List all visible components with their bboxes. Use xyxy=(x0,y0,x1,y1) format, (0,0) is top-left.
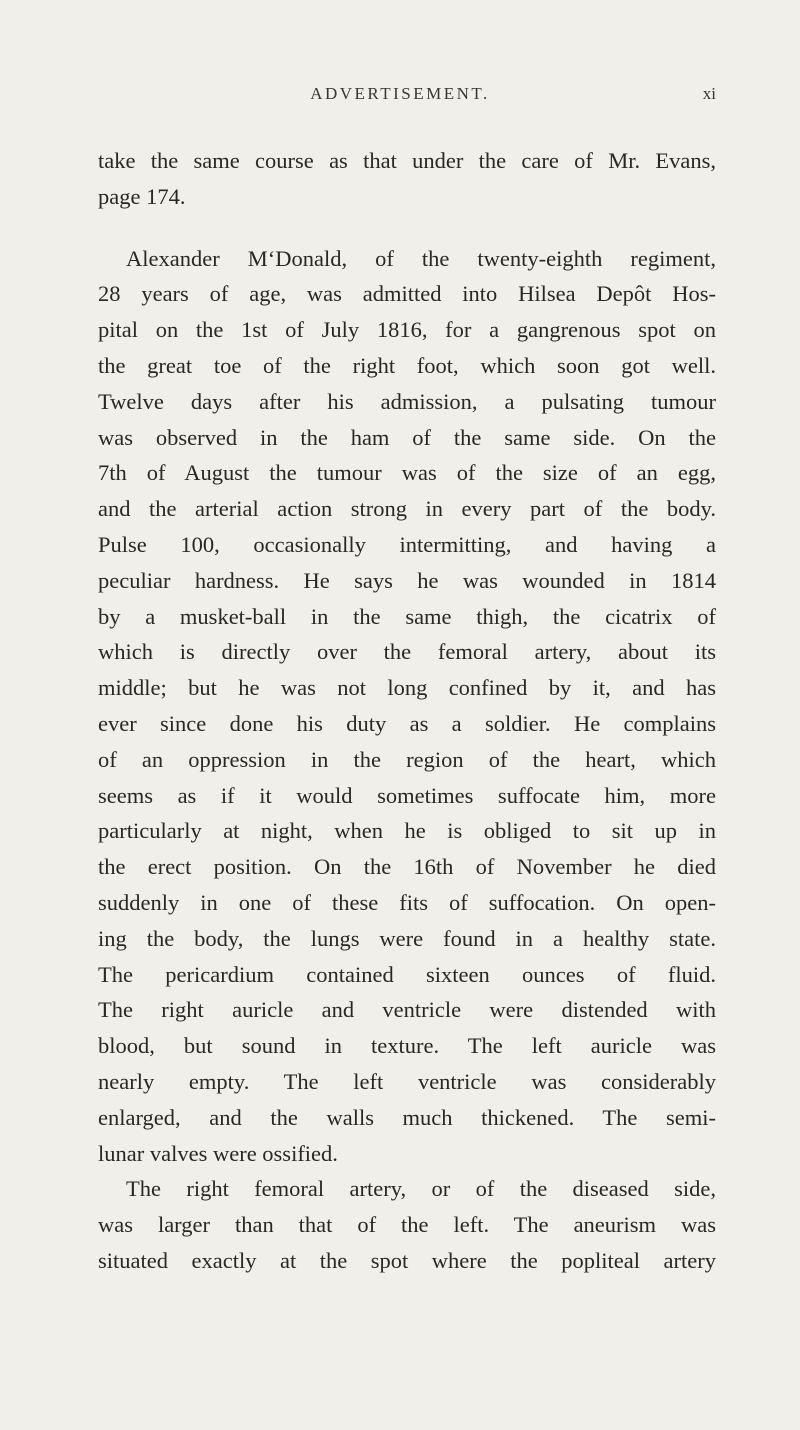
text-line: of an oppression in the region of the heart, which xyxy=(98,746,716,772)
text-line: by a musket-ball in the same thigh, the cicatrix of xyxy=(98,603,716,629)
text-line: was observed in the ham of the same side. On the xyxy=(98,424,716,450)
text-line: peculiar hardness. He says he was wounded in 1814 xyxy=(98,567,716,593)
text-line: 28 years of age, was admitted into Hilsea Depôt Hos- xyxy=(98,281,716,307)
text-line: lunar valves were ossified. xyxy=(98,1140,338,1166)
text-line: particularly at night, when he is obliged to sit up in xyxy=(98,818,716,844)
text-line: which is directly over the femoral artery, about its xyxy=(98,639,716,665)
text-line: and the arterial action strong in every part of the body. xyxy=(98,496,716,522)
text-line: seems as if it would sometimes suffocate him, more xyxy=(98,782,716,808)
text-line: take the same course as that under the care of Mr. Evans, xyxy=(98,148,716,173)
text-line: nearly empty. The left ventricle was considerably xyxy=(98,1068,716,1094)
text-line: pital on the 1st of July 1816, for a gangrenous spot on xyxy=(98,317,716,343)
text-line: ing the body, the lungs were found in a healthy state. xyxy=(98,925,716,951)
text-line: Twelve days after his admission, a pulsating tumour xyxy=(98,388,716,414)
text-line: The right femoral artery, or of the diseased side, xyxy=(126,1176,716,1202)
text-line: was larger than that of the left. The aneurism was xyxy=(98,1212,716,1238)
paragraph-femoral-artery xyxy=(98,1171,716,1278)
running-head-title: ADVERTISEMENT. xyxy=(310,84,490,103)
body-text xyxy=(98,143,716,1279)
paragraph-gap xyxy=(98,215,716,241)
text-line: enlarged, and the walls much thickened. The semi- xyxy=(98,1104,716,1130)
text-line: ever since done his duty as a soldier. He complains xyxy=(98,710,716,736)
text-line: Alexander M‘Donald, of the twenty-eighth regiment, xyxy=(126,245,716,271)
text-line: the great toe of the right foot, which soon got well. xyxy=(98,352,716,378)
paragraph-case-report xyxy=(98,241,716,1172)
text-line: situated exactly at the spot where the popliteal artery xyxy=(98,1247,716,1273)
text-line: the erect position. On the 16th of November he died xyxy=(98,854,716,880)
running-head xyxy=(0,84,800,108)
text-line: 7th of August the tumour was of the size of an egg, xyxy=(98,460,716,486)
text-line: Pulse 100, occasionally intermitting, and having a xyxy=(98,531,716,557)
page-number: xi xyxy=(702,84,716,103)
text-line: suddenly in one of these fits of suffocation. On open- xyxy=(98,889,716,915)
text-line: The pericardium contained sixteen ounces of fluid. xyxy=(98,961,716,987)
text-line: page 174. xyxy=(98,183,186,209)
text-line: blood, but sound in texture. The left auricle was xyxy=(98,1033,716,1059)
text-line: The right auricle and ventricle were distended with xyxy=(98,997,716,1023)
paragraph-continuation xyxy=(98,143,716,215)
text-line: middle; but he was not long confined by it, and has xyxy=(98,675,716,701)
